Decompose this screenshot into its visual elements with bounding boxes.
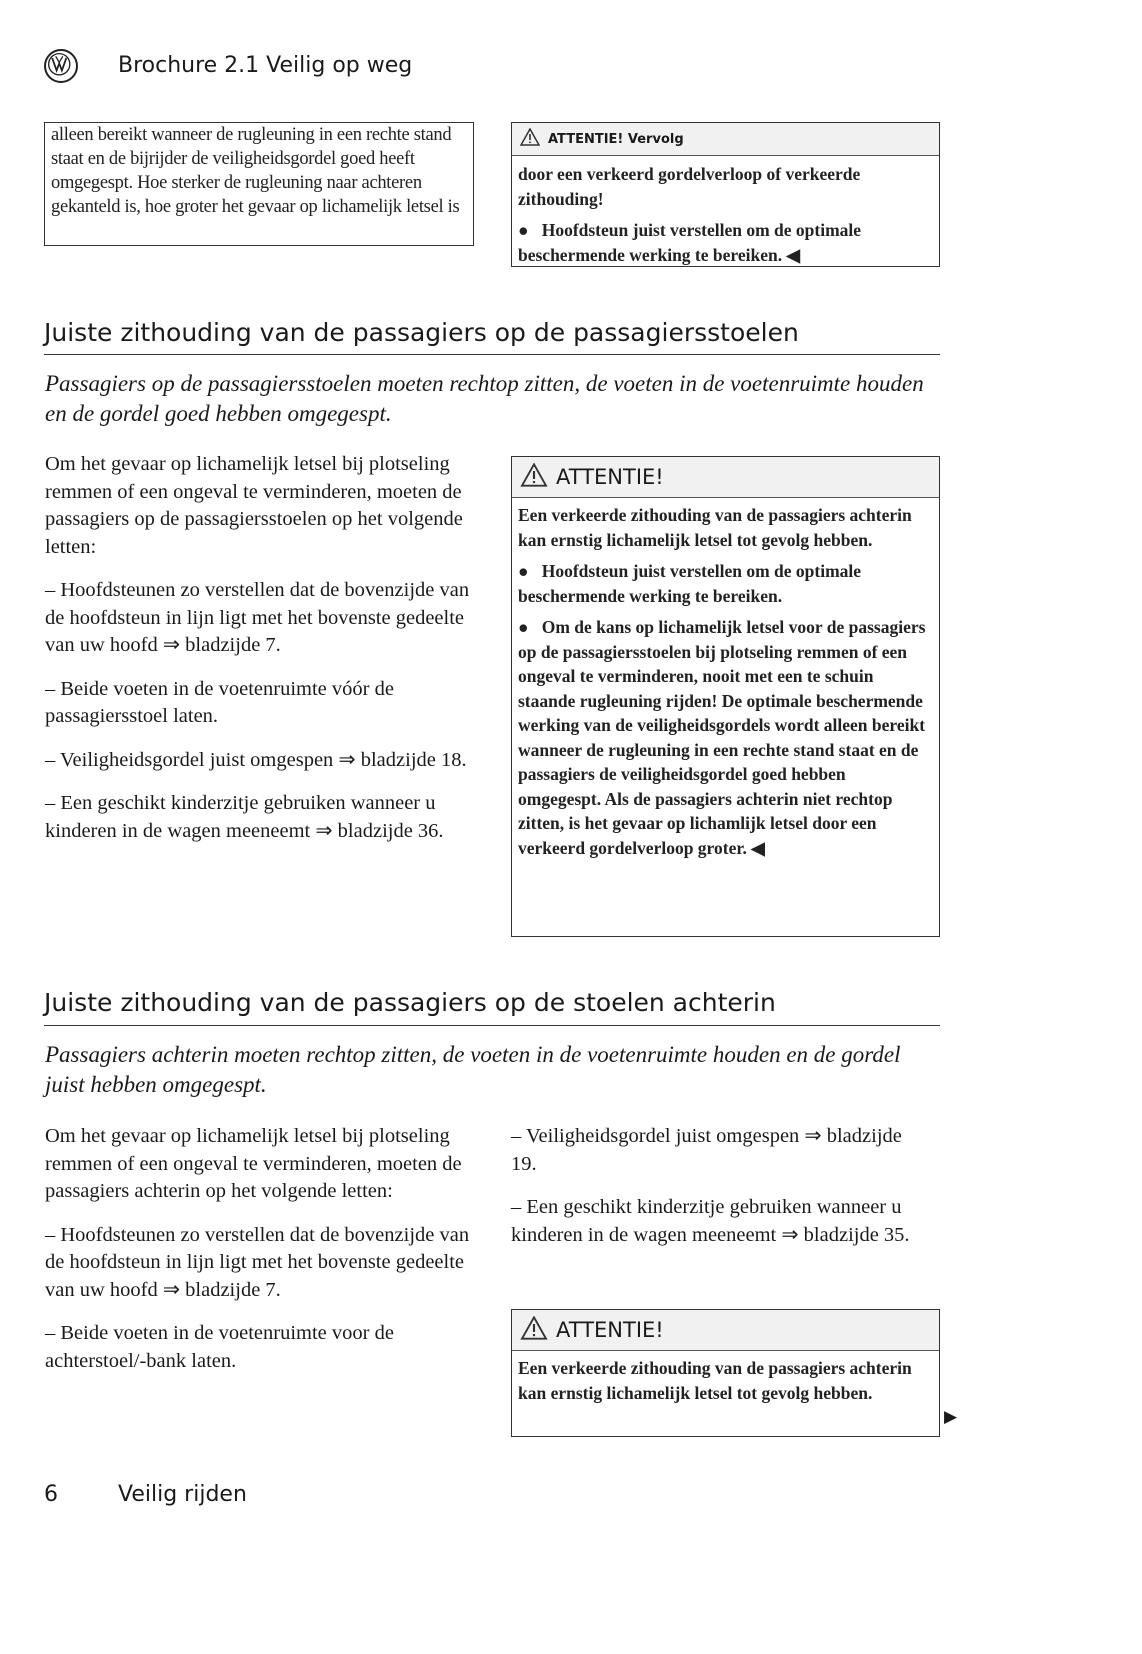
list-item: – Beide voeten in de voetenruimte voor de achterstoel/-bank laten.	[45, 1322, 394, 1372]
body-paragraph: Om het gevaar op lichamelijk letsel bij plotseling remmen of een ongeval te verminderen, moeten de passagiers achterin op het volgende letten:	[45, 1125, 462, 1202]
section-heading-rear-seats: Juiste zithouding van de passagiers op de stoelen achterin	[44, 988, 776, 1017]
continue-arrow-icon: ▶	[944, 1407, 958, 1427]
page-header-title: Brochure 2.1 Veilig op weg	[118, 53, 413, 78]
page-number: 6	[44, 1482, 58, 1507]
heading-rule	[44, 1025, 940, 1026]
section-intro: Passagiers op de passagiersstoelen moeten rechtop zitten, de voeten in de voetenruimte houden en de gordel goed hebben omgegespt.	[45, 371, 924, 426]
continued-text-box	[44, 122, 474, 246]
warning-text: door een verkeerd gordelverloop of verkeerde zithouding!	[518, 164, 861, 209]
warning-header: ATTENTIE!	[556, 465, 664, 489]
warning-box-continued	[511, 122, 940, 267]
heading-rule	[44, 354, 940, 355]
bullet-icon: ●	[518, 617, 542, 637]
bullet-icon: ●	[518, 561, 542, 581]
warning-box	[511, 1309, 940, 1437]
warning-text: Een verkeerde zithouding van de passagiers achterin kan ernstig lichamelijk letsel tot gevolg hebben.	[518, 505, 912, 550]
warning-bullet: Om de kans op lichamelijk letsel voor de passagiers op de passagiersstoelen bij plotseling remmen of een ongeval te verminderen, nooit met een te schuin staande rugleuning rijden! De optimale beschermende werking van de veiligheidsgordels wordt alleen bereikt wanneer de rugleuning in een rechte stand staat en de passagiers de veiligheidsgordel goed hebben omgegespt. Als de passagiers achterin niet rechtop zitten, is het gevaar op lichamlijk letsel door een verkeerd gordelverloop groter. ◀	[518, 617, 926, 858]
bullet-icon: ●	[518, 220, 542, 240]
list-item: – Veiligheidsgordel juist omgespen ⇒ bladzijde 18.	[45, 748, 467, 771]
vw-logo-icon	[44, 49, 78, 83]
section-body-right	[511, 1123, 931, 1265]
chapter-title: Veilig rijden	[118, 1482, 247, 1507]
list-item: – Een geschikt kinderzitje gebruiken wanneer u kinderen in de wagen meeneemt ⇒ bladzijde 35.	[511, 1196, 910, 1246]
warning-bullet: Hoofdsteun juist verstellen om de optimale beschermende werking te bereiken. ◀	[518, 220, 862, 265]
warning-triangle-icon	[520, 1316, 548, 1344]
section-body-left	[45, 451, 470, 861]
list-item: – Hoofdsteunen zo verstellen dat de bovenzijde van de hoofdsteun in lijn ligt met het bovenste gedeelte van uw hoofd ⇒ bladzijde 7.	[45, 1223, 470, 1301]
warning-box	[511, 456, 940, 937]
body-paragraph: Om het gevaar op lichamelijk letsel bij plotseling remmen of een ongeval te verminderen, moeten de passagiers op de passagiersstoelen op het volgende letten:	[45, 453, 463, 558]
list-item: – Hoofdsteunen zo verstellen dat de bovenzijde van de hoofdsteun in lijn ligt met het bovenste gedeelte van uw hoofd ⇒ bladzijde 7.	[45, 579, 470, 656]
list-item: – Veiligheidsgordel juist omgespen ⇒ bladzijde 19.	[511, 1125, 902, 1175]
continued-text: alleen bereikt wanneer de rugleuning in een rechte stand staat en de bijrijder de veiligheidsgordel goed heeft omgegespt. Hoe sterker de rugleuning naar achteren gekanteld is, hoe groter het gevaar op lichamelijk letsel is	[51, 125, 460, 217]
warning-bullet: Hoofdsteun juist verstellen om de optimale beschermende werking te bereiken.	[518, 561, 862, 606]
section-intro: Passagiers achterin moeten rechtop zitten, de voeten in de voetenruimte houden en de gordel juist hebben omgegespt.	[45, 1042, 901, 1097]
warning-header: ATTENTIE! Vervolg	[548, 131, 684, 147]
warning-triangle-icon	[520, 463, 548, 491]
section-body-left	[45, 1123, 470, 1391]
list-item: – Beide voeten in de voetenruimte vóór de passagiersstoel laten.	[45, 677, 394, 727]
section-heading-passenger-seats: Juiste zithouding van de passagiers op de passagiersstoelen	[44, 318, 799, 347]
warning-header: ATTENTIE!	[556, 1318, 664, 1342]
warning-text: Een verkeerde zithouding van de passagiers achterin kan ernstig lichamelijk letsel tot gevolg hebben.	[518, 1358, 912, 1403]
list-item: – Een geschikt kinderzitje gebruiken wanneer u kinderen in de wagen meeneemt ⇒ bladzijde 36.	[45, 792, 444, 842]
warning-triangle-icon	[520, 128, 540, 150]
